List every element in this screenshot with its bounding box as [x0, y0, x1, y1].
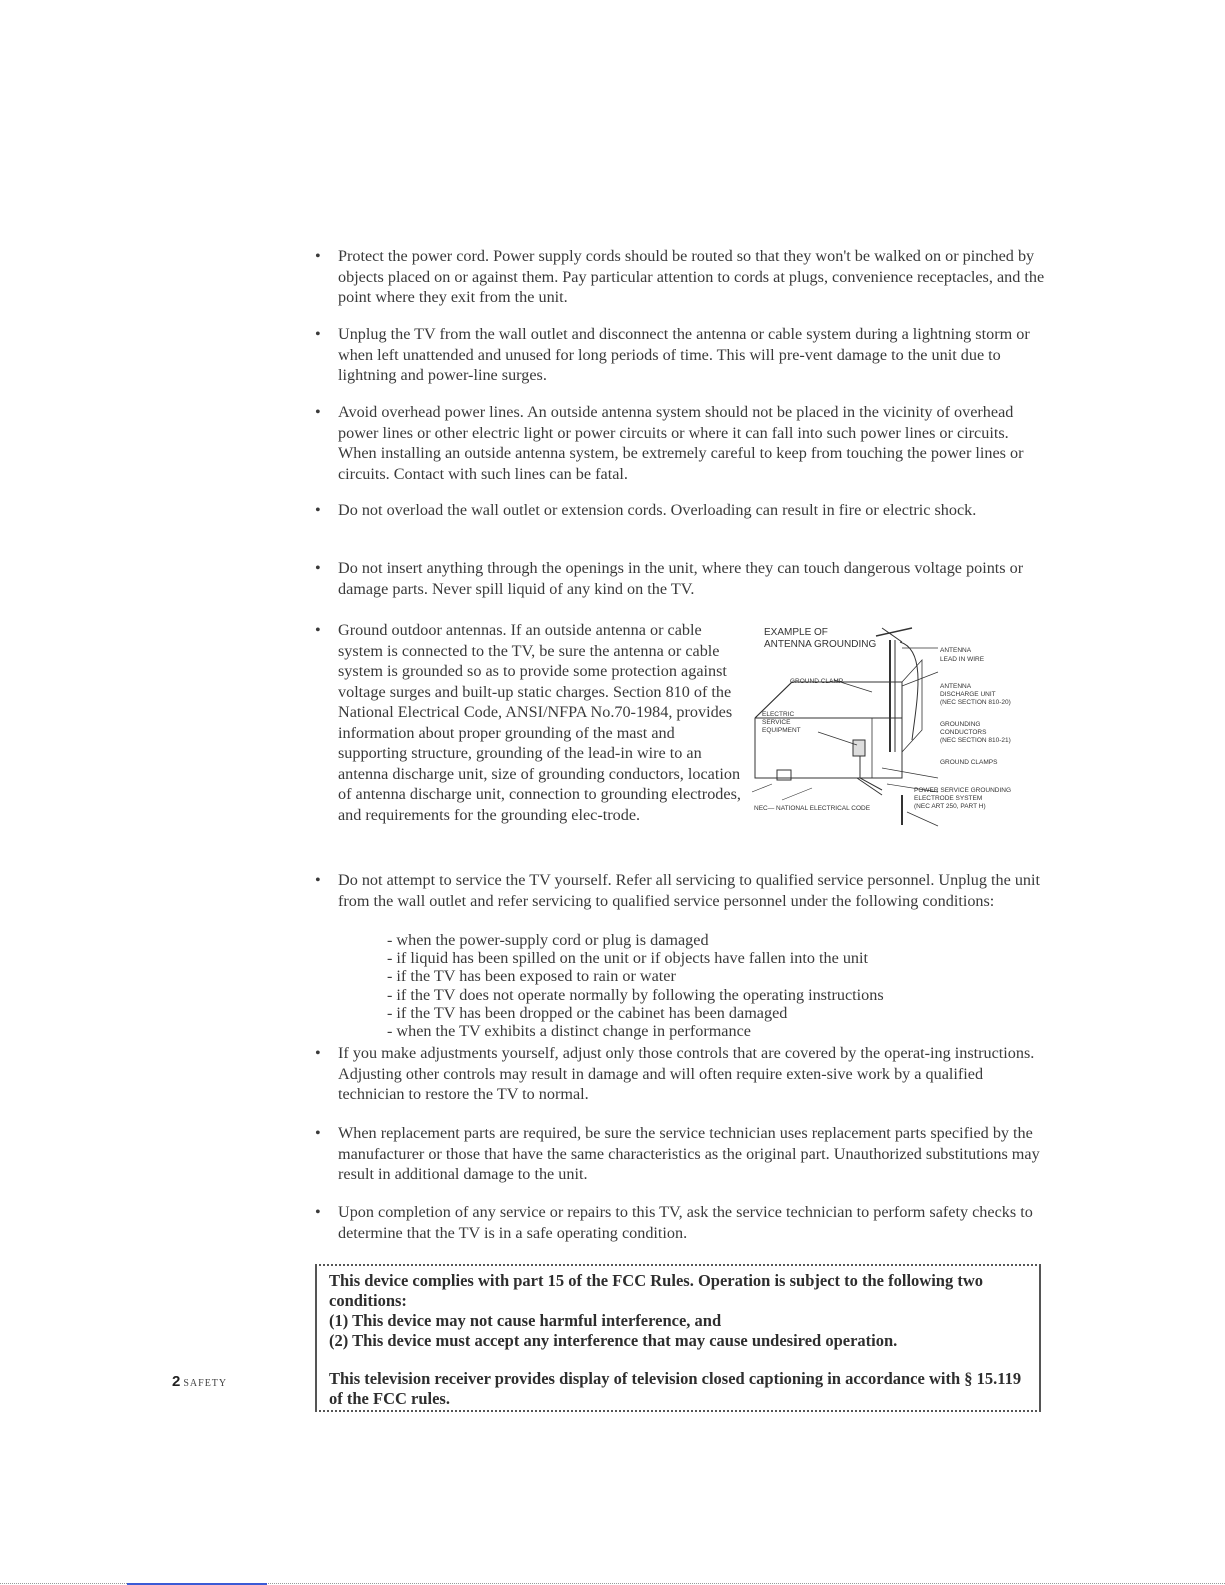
bullet-power-cord [315, 246, 1045, 308]
fcc-notice-box [315, 1264, 1041, 1412]
bullet-dot: • [315, 559, 321, 577]
bullet-unplug [315, 324, 1045, 386]
fcc-compliance-text: This device complies with part 15 of the FCC Rules. Operation is subject to the following two conditions: [329, 1271, 984, 1310]
fcc-condition-1: (1) This device may not cause harmful interference, and [329, 1311, 722, 1330]
bullet-text: Do not insert anything through the openings in the unit, where they can touch dangerous voltage points or damage parts. Never spill liquid of any kind on the TV. [338, 559, 1024, 598]
bullet-text: Do not attempt to service the TV yourself. Refer all servicing to qualified service personnel. Unplug the unit from the wall outlet and refer servicing to qualified service personnel under the following conditions: [338, 871, 1041, 910]
bullet-dot: • [315, 501, 321, 519]
label-ground-clamps: GROUND CLAMPS [940, 759, 998, 766]
bullet-replacement [315, 1123, 1045, 1185]
diagram-title-line1: EXAMPLE OF [764, 627, 828, 638]
bullet-text: Protect the power cord. Power supply cords should be routed so that they won't be walked on or pinched by objects placed on or against them. Pay particular attention to cords at plugs, convenience receptacles, and the point where they exit from the unit. [338, 247, 1045, 306]
bullet-text: Upon completion of any service or repairs to this TV, ask the service technician to perform safety checks to determine that the TV is in a safe operating condition. [338, 1203, 1033, 1242]
bullet-dot: • [315, 1124, 321, 1142]
condition-item: - when the power-supply cord or plug is damaged [387, 931, 709, 949]
bullet-text: When replacement parts are required, be sure the service technician uses replacement parts specified by the manufacturer or those that have the same characteristics as the original part. Unauthorized substitutions may result in additional damage to the unit. [338, 1124, 1040, 1183]
bullet-dot: • [315, 1203, 321, 1221]
bullet-dot: • [315, 403, 321, 421]
section-name: SAFETY [183, 1378, 228, 1389]
fcc-captioning-text: This television receiver provides display of television closed captioning in accordance with § 15.119 of the FCC rules. [329, 1369, 1022, 1408]
label-discharge-3: (NEC SECTION 810-20) [940, 699, 1011, 706]
label-power-service-3: (NEC ART 250, PART H) [914, 803, 986, 810]
bullet-service [315, 870, 1045, 911]
bullet-text: Ground outdoor antennas. If an outside antenna or cable system is connected to the TV, be sure the antenna or cable system is grounded so as to provide some protection against voltage surges and built-up static charges. Section 810 of the National Electrical Code, ANSI/NFPA No.70-1984, provides information about proper grounding of the mast and supporting structure, grounding of the lead-in wire to an antenna discharge unit, size of grounding conductors, location of antenna discharge unit, connection to grounding electrodes, and requirements for the grounding elec-trode. [338, 621, 741, 824]
condition-item: - when the TV exhibits a distinct change in performance [387, 1022, 751, 1041]
bullet-text: Do not overload the wall outlet or extension cords. Overloading can result in fire or electric shock. [338, 501, 977, 519]
bullet-ground-antennas [315, 620, 745, 825]
label-conductors: GROUNDING [940, 721, 981, 728]
label-electric-3: EQUIPMENT [762, 727, 801, 734]
bullet-power-lines [315, 402, 1045, 484]
bullet-adjustments [315, 1043, 1045, 1105]
label-power-service: POWER SERVICE GROUNDING [914, 787, 1012, 794]
label-ground-clamp: GROUND CLAMP [790, 678, 844, 685]
label-nec: NEC— NATIONAL ELECTRICAL CODE [754, 805, 871, 812]
conditions-list [387, 931, 1027, 1040]
condition-item: - if the TV has been dropped or the cabinet has been damaged [387, 1003, 788, 1022]
bullet-text: If you make adjustments yourself, adjust only those controls that are covered by the operat-ing instructions. Adjusting other controls may result in damage and will often require exten-sive work by a qualified technician to restore the TV to normal. [338, 1044, 1035, 1103]
label-conductors-2: CONDUCTORS [940, 729, 987, 736]
label-antenna-lead-2: LEAD IN WIRE [940, 656, 985, 663]
label-discharge: ANTENNA [940, 683, 972, 690]
label-power-service-2: ELECTRODE SYSTEM [914, 795, 983, 802]
bullet-dot: • [315, 621, 321, 639]
label-electric: ELECTRIC [762, 711, 795, 718]
condition-item: - if the TV has been exposed to rain or water [387, 967, 676, 986]
bullet-safety-check [315, 1202, 1045, 1243]
condition-item: - if liquid has been spilled on the unit or if objects have fallen into the unit [387, 949, 869, 968]
bullet-dot: • [315, 871, 321, 889]
bullet-overload [315, 500, 1045, 521]
bullet-openings [315, 558, 1045, 599]
page-number: 2 [172, 1373, 181, 1390]
label-conductors-3: (NEC SECTION 810-21) [940, 737, 1011, 744]
label-antenna-lead: ANTENNA [940, 647, 972, 654]
bullet-dot: • [315, 247, 321, 265]
label-discharge-2: DISCHARGE UNIT [940, 691, 996, 698]
page-footer [172, 1373, 227, 1390]
antenna-grounding-diagram [752, 620, 1042, 845]
bullet-text: Avoid overhead power lines. An outside antenna system should not be placed in the vicinity of overhead power lines or other electric light or power circuits or where it can fall into such power lines or circuits. When installing an outside antenna system, be extremely careful to keep from touching the power lines or circuits. Contact with such lines can be fatal. [338, 403, 1024, 483]
bullet-dot: • [315, 1044, 321, 1062]
condition-item: - if the TV does not operate normally by following the operating instructions [387, 985, 884, 1004]
diagram-title-line2: ANTENNA GROUNDING [764, 639, 877, 650]
bullet-text: Unplug the TV from the wall outlet and disconnect the antenna or cable system during a lightning storm or when left unattended and unused for long periods of time. This will pre-vent damage to the unit due to lightning and power-line surges. [338, 325, 1030, 384]
label-electric-2: SERVICE [762, 719, 791, 726]
fcc-condition-2: (2) This device must accept any interference that may cause undesired operation. [329, 1331, 898, 1350]
bullet-dot: • [315, 325, 321, 343]
